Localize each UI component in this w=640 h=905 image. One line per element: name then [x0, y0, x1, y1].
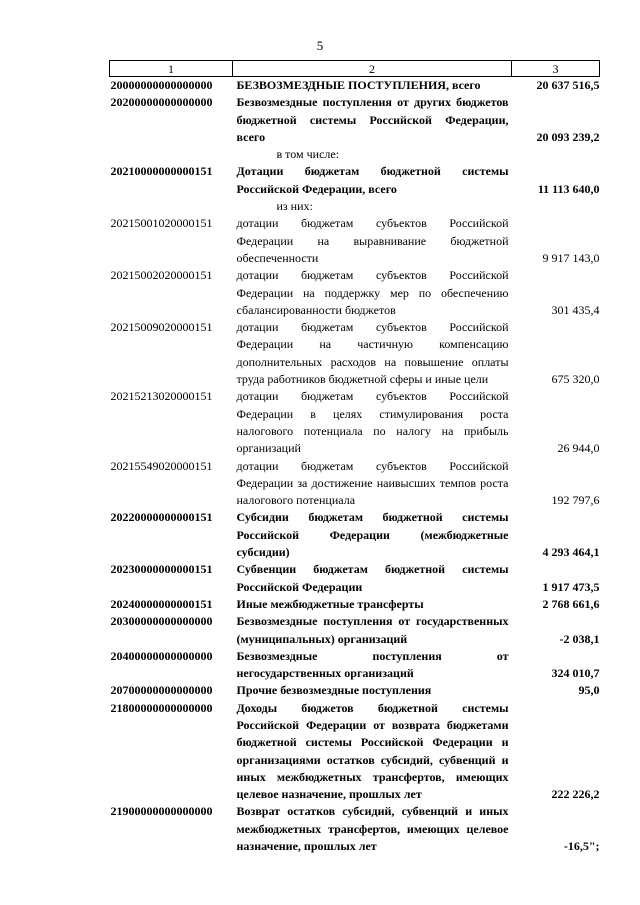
row-name: Безвозмездные поступления от государственных (муниципальных) организаций: [236, 614, 509, 646]
row-sum: 20 093 239,2: [536, 129, 600, 144]
row-sum: 1 917 473,5: [542, 579, 600, 594]
table-row: [110, 458, 600, 510]
row-name: Субвенции бюджетам бюджетной системы Российской Федерации: [236, 562, 509, 594]
row-code: 20400000000000000: [110, 648, 213, 663]
row-name: дотации бюджетам субъектов Российской Федерации на выравнивание бюджетной обеспеченности: [236, 216, 509, 265]
row-sum: 301 435,4: [551, 302, 600, 317]
row-sum: -2 038,1: [559, 631, 600, 646]
column-header-sum: 3: [512, 61, 600, 77]
table-body: [110, 77, 600, 856]
row-code: 20215001020000151: [110, 216, 213, 231]
row-code: 20700000000000000: [110, 683, 213, 698]
table-row: [110, 700, 600, 804]
row-code: 20000000000000000: [110, 78, 213, 92]
table-row: [110, 77, 600, 95]
table-row: [110, 509, 600, 561]
row-name: Субсидии бюджетам бюджетной системы Российской Федерации (межбюджетные субсидии): [236, 510, 509, 560]
table-row: [110, 198, 600, 215]
row-sum: 4 293 464,1: [542, 545, 600, 560]
budget-revenue-table: [109, 60, 600, 855]
table-header-row: [110, 61, 600, 77]
table-row: [110, 803, 600, 855]
row-code: 20215549020000151: [110, 458, 213, 473]
row-name: дотации бюджетам субъектов Российской Федерации на частичную компенсацию дополнительных расходов на повышение оплаты труда работников бюджетной сферы и иные цели: [236, 320, 509, 387]
row-sum: 11 113 640,0: [537, 181, 600, 196]
table-row: [110, 613, 600, 648]
table-row: [110, 94, 600, 146]
table-row: [110, 682, 600, 699]
row-name: Дотации бюджетам бюджетной системы Российской Федерации, всего: [236, 164, 509, 196]
row-sum: 2 768 661,6: [542, 596, 600, 611]
row-code: 21900000000000000: [110, 804, 213, 819]
row-name: Возврат остатков субсидий, субвенций и иных межбюджетных трансфертов, имеющих целевое назначение, прошлых лет: [236, 804, 509, 854]
table-row: [110, 561, 600, 596]
row-name: БЕЗВОЗМЕЗДНЫЕ ПОСТУПЛЕНИЯ, всего: [236, 78, 481, 92]
row-code: 20215002020000151: [110, 268, 213, 283]
row-name: Доходы бюджетов бюджетной системы Российской Федерации от возврата бюджетами бюджетной системы Российской Федерации и организациями остатков субсидий, субвенций и иных межбюджетных трансфертов, имеющих целевое назначение, прошлых лет: [236, 700, 509, 802]
page-number: 5: [316, 38, 324, 53]
table-row: [110, 648, 600, 683]
table-row: [110, 388, 600, 457]
table-row: [110, 146, 600, 163]
row-code: 20215213020000151: [110, 389, 213, 404]
column-header-code: 1: [110, 61, 233, 77]
row-sum: 192 797,6: [551, 493, 600, 508]
table-row: [110, 267, 600, 319]
row-sum: 26 944,0: [557, 441, 600, 456]
column-header-name: 2: [233, 61, 512, 77]
row-name: Безвозмездные поступления от других бюджетов бюджетной системы Российской Федерации, всего: [236, 95, 509, 144]
row-name: из них:: [276, 199, 313, 214]
row-sum: 20 637 516,5: [536, 78, 600, 92]
table-row: [110, 319, 600, 388]
row-code: 20240000000000151: [110, 596, 213, 611]
row-code: [110, 198, 233, 215]
row-code: 20220000000000151: [110, 510, 213, 525]
row-code: 20230000000000151: [110, 562, 213, 577]
row-name: дотации бюджетам субъектов Российской Федерации за достижение наивысших темпов роста налогового потенциала: [236, 458, 509, 508]
row-sum: 675 320,0: [551, 372, 600, 387]
row-code: 20215009020000151: [110, 320, 213, 335]
row-name: Иные межбюджетные трансферты: [236, 596, 424, 611]
table-row: [110, 596, 600, 613]
table-row: [110, 163, 600, 198]
row-code: 20200000000000000: [110, 95, 213, 110]
row-sum: 222 226,2: [551, 787, 600, 802]
row-name: дотации бюджетам субъектов Российской Федерации на поддержку мер по обеспечению сбалансированности бюджетов: [236, 268, 509, 317]
row-code: 21800000000000000: [110, 700, 213, 715]
row-code: 20210000000000151: [110, 164, 213, 179]
row-name: Безвозмездные поступления от негосударственных организаций: [236, 648, 509, 681]
row-name: дотации бюджетам субъектов Российской Федерации в целях стимулирования роста налогового потенциала по налогу на прибыль организаций: [236, 389, 509, 456]
row-code: 20300000000000000: [110, 614, 213, 629]
row-sum: -16,5";: [563, 839, 600, 854]
row-name: Прочие безвозмездные поступления: [236, 683, 432, 698]
row-sum: [512, 198, 600, 215]
row-name: в том числе:: [276, 147, 340, 162]
row-sum: 95,0: [578, 683, 600, 698]
row-sum: 324 010,7: [551, 666, 600, 681]
row-sum: 9 917 143,0: [542, 250, 600, 265]
row-sum: [512, 146, 600, 163]
table-row: [110, 215, 600, 267]
row-code: [110, 146, 233, 163]
